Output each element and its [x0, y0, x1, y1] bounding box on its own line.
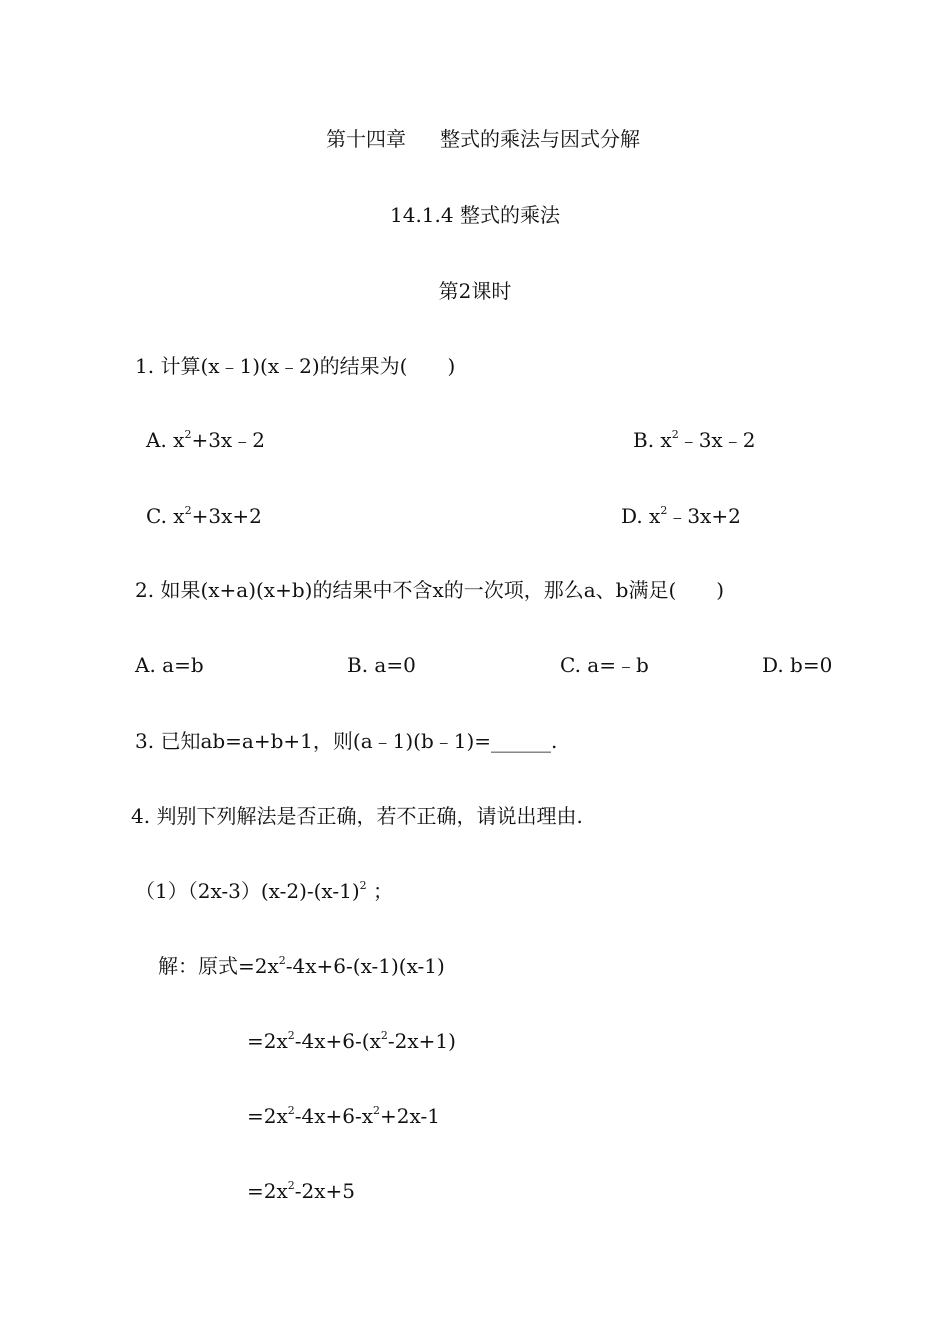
chapter-number: 第十四章 — [326, 127, 406, 151]
chapter-heading — [326, 126, 640, 152]
question-4-stem: 4. 判别下列解法是否正确，若不正确，请说出理由. — [131, 804, 583, 828]
question-1-option-b: B. $x^2﹣3x﹣2$ — [633, 428, 756, 452]
solution-line-4: $=2x^2-2x+5$ — [247, 1179, 356, 1203]
lesson-title: 第2课时 — [438, 279, 512, 303]
question-2-option-a: A. a=b — [135, 653, 204, 677]
solution-line-3: $=2x^2-4x+6-x^2+2x-1$ — [247, 1104, 440, 1128]
question-3-stem: 3. 已知ab=a+b+1，则(a﹣1)(b﹣1)=______. — [135, 729, 558, 753]
solution-line-2: $=2x^2-4x+6-(x^2-2x+1)$ — [247, 1029, 456, 1053]
question-2-option-d: D. b=0 — [762, 653, 833, 677]
question-2-option-b: B. a=0 — [347, 653, 416, 677]
question-1-option-d: D. $x^2﹣3x+2$ — [621, 504, 741, 528]
solution-line-1: 解：原式$=2x^2-4x+6-(x-1)(x-1)$ — [158, 954, 445, 978]
chapter-title: 整式的乘法与因式分解 — [440, 127, 640, 151]
question-1-stem: 1. 计算(x﹣1)(x﹣2)的结果为( ) — [135, 354, 456, 378]
question-1-option-c: C. $x^2+3x+2$ — [146, 504, 262, 528]
question-1-option-a: A. $x^2+3x﹣2$ — [146, 428, 265, 452]
question-4-part-1: $(1)(2x-3)(x-2)-(x-1)^2$ ； — [135, 879, 394, 903]
section-title: 14.1.4 整式的乘法 — [390, 203, 560, 227]
question-2-option-c: C. a=﹣b — [560, 653, 649, 677]
question-2-stem: 2. 如果(x+a)(x+b)的结果中不含x的一次项，那么a、b满足( ) — [135, 578, 725, 602]
